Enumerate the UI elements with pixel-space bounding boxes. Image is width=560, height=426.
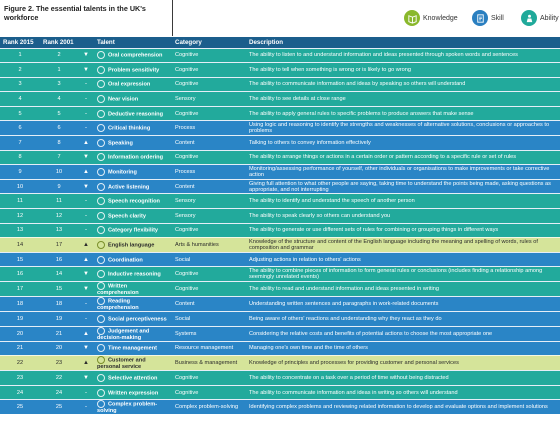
description-cell: The ability to generate or use different sets of rules for combining or grouping things in different ways [246, 223, 560, 238]
table-row [0, 63, 560, 78]
rank-change-icon: - [78, 121, 94, 136]
column-header: Talent [94, 37, 172, 48]
rank-2015-cell: 16 [0, 267, 40, 282]
talent-name: Oral comprehension [108, 52, 163, 59]
rank-2015-cell: 23 [0, 371, 40, 386]
rank-2001-cell: 12 [40, 209, 78, 224]
rank-2015-cell: 9 [0, 165, 40, 180]
rank-2015-cell: 19 [0, 312, 40, 327]
talent-cell [94, 385, 172, 400]
table-row [0, 165, 560, 180]
talent-name: Category flexibility [108, 227, 159, 234]
skill-type-icon [97, 139, 105, 147]
talent-name: Selective attention [108, 375, 158, 382]
description-cell: Knowledge of principles and processes for providing customer and personal services [246, 356, 560, 371]
talent-name: Speech clarity [108, 213, 146, 220]
category-cell: Cognitive [172, 150, 246, 165]
legend-label-skill: Skill [491, 14, 504, 22]
talent-cell [94, 312, 172, 327]
rank-2015-cell: 24 [0, 385, 40, 400]
description-cell: Considering the relative costs and benefits of potential actions to choose the most appropriate one [246, 326, 560, 341]
rank-2001-cell: 17 [40, 238, 78, 253]
skill-type-icon [97, 124, 105, 132]
category-cell: Cognitive [172, 223, 246, 238]
table-row [0, 400, 560, 415]
talent-name: Reading comprehension [97, 298, 139, 311]
talent-name: English language [108, 242, 155, 249]
column-header: Description [246, 37, 560, 48]
rank-2015-cell: 7 [0, 136, 40, 151]
rank-2001-cell: 22 [40, 371, 78, 386]
rank-2015-cell: 20 [0, 326, 40, 341]
rank-2015-cell: 11 [0, 194, 40, 209]
rank-2001-cell: 16 [40, 252, 78, 267]
column-header: Category [172, 37, 246, 48]
rank-2015-cell: 15 [0, 252, 40, 267]
description-cell: The ability to speak clearly so others can understand you [246, 209, 560, 224]
rank-change-icon: ▼ [78, 63, 94, 78]
talent-name: Speech recognition [108, 198, 160, 205]
ability-type-icon [97, 153, 105, 161]
description-cell: Giving full attention to what other people are saying, taking time to understand the points being made, asking questions as appropriate, and not interrupting [246, 179, 560, 194]
ability-type-icon [97, 226, 105, 234]
table-row [0, 326, 560, 341]
rank-2001-cell: 19 [40, 312, 78, 327]
talent-name: Time management [108, 345, 158, 352]
rank-change-icon: ▲ [78, 252, 94, 267]
talent-cell [94, 136, 172, 151]
skill-type-icon [97, 297, 105, 305]
knowledge-type-icon [97, 356, 105, 364]
rank-2001-cell: 4 [40, 92, 78, 107]
skill-type-icon [97, 315, 105, 323]
skill-type-icon [97, 168, 105, 176]
category-cell: Cognitive [172, 106, 246, 121]
table-body [0, 48, 560, 414]
rank-change-icon: ▲ [78, 326, 94, 341]
description-cell: Monitoring/assessing performance of yourself, other individuals or organisations to make improvements or take corrective action [246, 165, 560, 180]
table-row [0, 385, 560, 400]
rank-2015-cell: 6 [0, 121, 40, 136]
rank-2001-cell: 14 [40, 267, 78, 282]
table-row [0, 194, 560, 209]
talent-cell [94, 267, 172, 282]
rank-change-icon: ▼ [78, 267, 94, 282]
rank-2001-cell: 5 [40, 106, 78, 121]
category-cell: Process [172, 121, 246, 136]
talent-name: Information ordering [108, 154, 164, 161]
ability-type-icon [97, 270, 105, 278]
ability-type-icon [97, 51, 105, 59]
description-cell: Identifying complex problems and reviewing related information to develop and evaluate options and implement solutions [246, 400, 560, 415]
talent-cell [94, 77, 172, 92]
ability-type-icon [97, 66, 105, 74]
description-cell: Talking to others to convey information effectively [246, 136, 560, 151]
ability-type-icon [97, 212, 105, 220]
rank-change-icon: ▼ [78, 150, 94, 165]
ability-type-icon [97, 80, 105, 88]
figure-header [0, 0, 560, 36]
column-header: Rank 2001 [40, 37, 78, 48]
talent-cell [94, 297, 172, 312]
legend-skill [472, 10, 504, 26]
rank-change-icon: - [78, 92, 94, 107]
rank-2015-cell: 3 [0, 77, 40, 92]
rank-2015-cell: 14 [0, 238, 40, 253]
column-header: Rank 2015 [0, 37, 40, 48]
talent-cell [94, 341, 172, 356]
category-cell: Social [172, 312, 246, 327]
category-cell: Sensory [172, 92, 246, 107]
description-cell: The ability to concentrate on a task over a period of time without being distracted [246, 371, 560, 386]
talent-cell [94, 92, 172, 107]
rank-2015-cell: 25 [0, 400, 40, 415]
talent-name: Social perceptiveness [108, 316, 167, 323]
talent-cell [94, 106, 172, 121]
rank-change-icon: ▲ [78, 136, 94, 151]
rank-2001-cell: 18 [40, 297, 78, 312]
table-row [0, 267, 560, 282]
category-cell: Content [172, 136, 246, 151]
talent-cell [94, 326, 172, 341]
talent-cell [94, 121, 172, 136]
person-icon [521, 10, 537, 26]
category-cell: Sensory [172, 209, 246, 224]
table-row [0, 282, 560, 297]
table-row [0, 150, 560, 165]
rank-2001-cell: 15 [40, 282, 78, 297]
category-cell: Sensory [172, 194, 246, 209]
table-header-row [0, 37, 560, 48]
rank-2015-cell: 21 [0, 341, 40, 356]
description-cell: The ability to identify and understand the speech of another person [246, 194, 560, 209]
rank-change-icon: - [78, 400, 94, 415]
table-row [0, 297, 560, 312]
description-cell: Adjusting actions in relation to others' actions [246, 252, 560, 267]
table-row [0, 106, 560, 121]
description-cell: The ability to communicate information and ideas by speaking so others will understand [246, 77, 560, 92]
book-icon [404, 10, 420, 26]
talent-cell [94, 179, 172, 194]
table-row [0, 48, 560, 63]
rank-2001-cell: 23 [40, 356, 78, 371]
rank-change-icon: ▲ [78, 165, 94, 180]
rank-change-icon: ▲ [78, 356, 94, 371]
category-cell: Social [172, 252, 246, 267]
talent-cell [94, 63, 172, 78]
talent-cell [94, 252, 172, 267]
rank-change-icon: - [78, 194, 94, 209]
ability-type-icon [97, 110, 105, 118]
table-row [0, 92, 560, 107]
table-row [0, 238, 560, 253]
rank-2001-cell: 2 [40, 48, 78, 63]
talent-cell [94, 223, 172, 238]
description-cell: The ability to listen to and understand information and ideas presented through spoken words and sentences [246, 48, 560, 63]
rank-2001-cell: 13 [40, 223, 78, 238]
rank-change-icon: ▲ [78, 238, 94, 253]
legend-label-ability: Ability [540, 14, 559, 22]
category-cell: Cognitive [172, 385, 246, 400]
table-row [0, 121, 560, 136]
figure-title: Figure 2. The essential talents in the UK's workforce [4, 4, 146, 22]
talent-cell [94, 48, 172, 63]
category-cell: Arts & humanities [172, 238, 246, 253]
category-cell: Business & management [172, 356, 246, 371]
category-cell: Process [172, 165, 246, 180]
rank-2015-cell: 18 [0, 297, 40, 312]
description-cell: The ability to arrange things or actions in a certain order or pattern according to a specific rule or set of rules [246, 150, 560, 165]
description-cell: The ability to apply general rules to specific problems to produce answers that make sense [246, 106, 560, 121]
table-row [0, 179, 560, 194]
rank-change-icon: - [78, 209, 94, 224]
legend-ability [521, 10, 559, 26]
header-divider [172, 0, 173, 36]
description-cell: Understanding written sentences and paragraphs in work-related documents [246, 297, 560, 312]
talent-cell [94, 209, 172, 224]
rank-2015-cell: 13 [0, 223, 40, 238]
rank-change-icon: ▼ [78, 48, 94, 63]
rank-2015-cell: 5 [0, 106, 40, 121]
talent-name: Active listening [108, 184, 150, 191]
rank-2001-cell: 11 [40, 194, 78, 209]
table-row [0, 356, 560, 371]
ability-type-icon [97, 197, 105, 205]
rank-2001-cell: 24 [40, 385, 78, 400]
legend-knowledge [404, 10, 458, 26]
talent-cell [94, 194, 172, 209]
category-cell: Cognitive [172, 282, 246, 297]
rank-change-icon: - [78, 77, 94, 92]
rank-change-icon: ▼ [78, 371, 94, 386]
skill-type-icon [97, 256, 105, 264]
category-cell: Cognitive [172, 371, 246, 386]
description-cell: Being aware of others' reactions and understanding why they react as they do [246, 312, 560, 327]
talent-name: Deductive reasoning [108, 111, 164, 118]
rank-2015-cell: 4 [0, 92, 40, 107]
talent-name: Coordination [108, 257, 143, 264]
legend-label-knowledge: Knowledge [423, 14, 458, 22]
description-cell: Managing one's own time and the time of others [246, 341, 560, 356]
category-cell: Cognitive [172, 63, 246, 78]
rank-2001-cell: 9 [40, 179, 78, 194]
description-cell: Using logic and reasoning to identify the strengths and weaknesses of alternative solutions, conclusions or approaches to problems [246, 121, 560, 136]
talent-cell [94, 400, 172, 415]
rank-change-icon: ▼ [78, 179, 94, 194]
description-cell: The ability to read and understand information and ideas presented in writing [246, 282, 560, 297]
talents-table [0, 37, 560, 414]
talent-name: Written expression [108, 390, 159, 397]
rank-2015-cell: 10 [0, 179, 40, 194]
rank-change-icon: ▼ [78, 282, 94, 297]
talent-name: Monitoring [108, 169, 137, 176]
talent-name: Oral expression [108, 81, 151, 88]
rank-2001-cell: 20 [40, 341, 78, 356]
talent-name: Complex problem-solving [97, 401, 158, 415]
talent-cell [94, 371, 172, 386]
skill-type-icon [97, 400, 105, 408]
talent-cell [94, 356, 172, 371]
rank-2015-cell: 1 [0, 48, 40, 63]
category-cell: Resource management [172, 341, 246, 356]
rank-2001-cell: 3 [40, 77, 78, 92]
talent-cell [94, 165, 172, 180]
rank-2001-cell: 7 [40, 150, 78, 165]
rank-2015-cell: 2 [0, 63, 40, 78]
ability-type-icon [97, 282, 105, 290]
table-row [0, 341, 560, 356]
category-cell: Cognitive [172, 77, 246, 92]
rank-2001-cell: 25 [40, 400, 78, 415]
rank-2001-cell: 10 [40, 165, 78, 180]
talent-name: Speaking [108, 140, 133, 147]
category-cell: Cognitive [172, 267, 246, 282]
rank-change-icon: - [78, 385, 94, 400]
rank-2015-cell: 22 [0, 356, 40, 371]
rank-2015-cell: 17 [0, 282, 40, 297]
description-cell: The ability to tell when something is wrong or is likely to go wrong [246, 63, 560, 78]
category-cell: Complex problem-solving [172, 400, 246, 415]
table-row [0, 209, 560, 224]
talent-name: Problem sensitivity [108, 67, 160, 74]
rank-change-icon: - [78, 297, 94, 312]
knowledge-type-icon [97, 241, 105, 249]
rank-change-icon: - [78, 106, 94, 121]
category-cell: Content [172, 297, 246, 312]
talent-name: Near vision [108, 96, 139, 103]
ability-type-icon [97, 389, 105, 397]
description-cell: The ability to see details at close range [246, 92, 560, 107]
document-icon [472, 10, 488, 26]
skill-type-icon [97, 327, 105, 335]
category-cell: Cognitive [172, 48, 246, 63]
talent-name: Judgement and decision-making [97, 328, 150, 341]
table-row [0, 223, 560, 238]
talent-name: Inductive reasoning [108, 271, 161, 278]
rank-2001-cell: 8 [40, 136, 78, 151]
rank-2015-cell: 12 [0, 209, 40, 224]
category-cell: Systems [172, 326, 246, 341]
rank-2001-cell: 21 [40, 326, 78, 341]
rank-change-icon: - [78, 223, 94, 238]
talent-name: Customer and personal service [97, 357, 146, 371]
table-row [0, 77, 560, 92]
talent-cell [94, 150, 172, 165]
ability-type-icon [97, 95, 105, 103]
rank-2001-cell: 6 [40, 121, 78, 136]
category-cell: Content [172, 179, 246, 194]
rank-change-icon: - [78, 312, 94, 327]
description-cell: The ability to combine pieces of information to form general rules or conclusions (includes finding a relationship among seemingly unrelated events) [246, 267, 560, 282]
description-cell: Knowledge of the structure and content of the English language including the meaning and spelling of words, rules of composition and grammar [246, 238, 560, 253]
talent-cell [94, 282, 172, 297]
table-row [0, 312, 560, 327]
table-row [0, 136, 560, 151]
skill-type-icon [97, 344, 105, 352]
table-row [0, 371, 560, 386]
talent-cell [94, 238, 172, 253]
talent-name: Critical thinking [108, 125, 151, 132]
rank-2001-cell: 1 [40, 63, 78, 78]
rank-change-icon: ▼ [78, 341, 94, 356]
talent-name: Written comprehension [97, 283, 139, 296]
column-header [78, 37, 94, 48]
rank-2015-cell: 8 [0, 150, 40, 165]
description-cell: The ability to communicate information and ideas in writing so others will understand [246, 385, 560, 400]
skill-type-icon [97, 183, 105, 191]
table-row [0, 252, 560, 267]
ability-type-icon [97, 374, 105, 382]
